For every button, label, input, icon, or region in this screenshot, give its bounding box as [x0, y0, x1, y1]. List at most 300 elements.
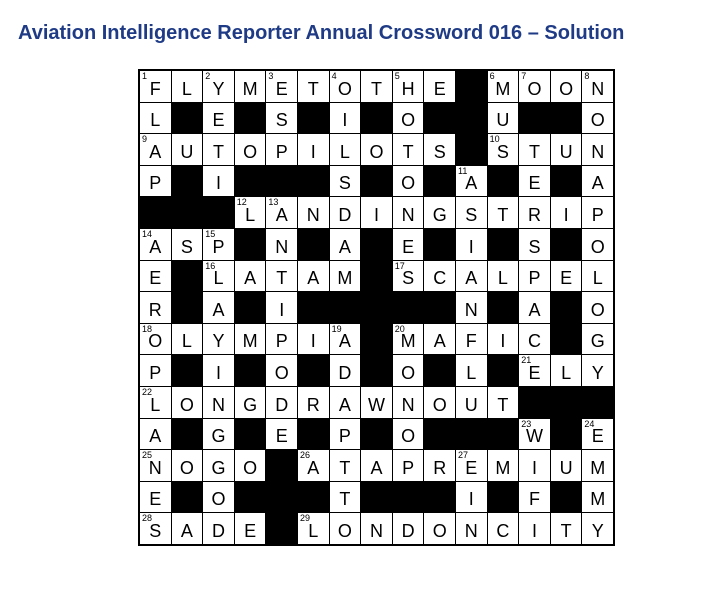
- grid-cell: [140, 324, 171, 355]
- grid-cell: [235, 450, 266, 481]
- cell-letter: P: [149, 173, 162, 194]
- cell-letter: T: [560, 521, 572, 541]
- grid-cell: [488, 450, 519, 481]
- clue-number: 20: [394, 323, 405, 334]
- cell-letter: E: [212, 110, 225, 131]
- grid-cell: [266, 197, 297, 228]
- grid-cell: [172, 134, 203, 165]
- cell-letter: I: [279, 299, 285, 320]
- cell-letter: L: [213, 268, 224, 289]
- black-square: [393, 292, 424, 323]
- cell-letter: A: [307, 268, 320, 289]
- grid-cell: [582, 482, 613, 513]
- cell-letter: P: [528, 268, 541, 289]
- cell-letter: T: [339, 457, 351, 478]
- cell-letter: O: [401, 363, 416, 383]
- grid-cell: [140, 482, 171, 513]
- black-square: [456, 134, 487, 165]
- cell-letter: D: [211, 521, 225, 541]
- cell-letter: N: [211, 394, 225, 415]
- cell-letter: I: [563, 205, 569, 225]
- grid-cell: [456, 324, 487, 355]
- grid-cell: [582, 513, 613, 544]
- cell-letter: L: [339, 141, 350, 162]
- grid-cell: [488, 324, 519, 355]
- black-square: [266, 450, 297, 481]
- grid-cell: [330, 513, 361, 544]
- grid-cell: [140, 450, 171, 481]
- grid-cell: [488, 513, 519, 544]
- cell-letter: I: [531, 457, 537, 478]
- grid-cell: [298, 71, 329, 102]
- grid-cell: [551, 513, 582, 544]
- cell-letter: A: [149, 236, 162, 257]
- cell-letter: A: [275, 205, 288, 225]
- cell-letter: O: [559, 78, 574, 99]
- grid-cell: [330, 261, 361, 292]
- grid-cell: [235, 134, 266, 165]
- cell-letter: A: [465, 268, 478, 289]
- cell-letter: E: [402, 236, 415, 257]
- cell-letter: A: [180, 521, 193, 541]
- cell-letter: O: [401, 110, 416, 131]
- cell-letter: I: [310, 331, 316, 352]
- cell-letter: P: [402, 457, 415, 478]
- cell-letter: D: [401, 521, 415, 541]
- grid-cell: [235, 324, 266, 355]
- grid-cell: [203, 166, 234, 197]
- cell-letter: H: [401, 78, 415, 99]
- cell-letter: I: [342, 110, 348, 131]
- cell-letter: S: [528, 236, 541, 257]
- cell-letter: G: [211, 457, 226, 478]
- clue-number: 27: [458, 450, 469, 461]
- black-square: [488, 166, 519, 197]
- cell-letter: E: [433, 78, 446, 99]
- black-square: [172, 197, 203, 228]
- cell-letter: I: [531, 521, 537, 541]
- grid-cell: [424, 324, 455, 355]
- cell-letter: I: [373, 205, 379, 225]
- black-square: [519, 387, 550, 418]
- clue-number: 26: [300, 450, 311, 461]
- cell-letter: U: [559, 457, 573, 478]
- black-square: [266, 166, 297, 197]
- cell-letter: Y: [212, 78, 225, 99]
- grid-cell: [330, 482, 361, 513]
- grid-cell: [266, 134, 297, 165]
- clue-number: 3: [268, 71, 274, 81]
- cell-letter: S: [465, 205, 478, 225]
- cell-letter: E: [244, 521, 257, 541]
- grid-cell: [488, 387, 519, 418]
- black-square: [235, 229, 266, 260]
- black-square: [172, 261, 203, 292]
- grid-cell: [330, 229, 361, 260]
- cell-letter: A: [338, 331, 351, 352]
- grid-cell: [519, 450, 550, 481]
- grid-cell: [488, 261, 519, 292]
- grid-cell: [361, 134, 392, 165]
- cell-letter: M: [495, 457, 511, 478]
- cell-letter: L: [466, 363, 477, 383]
- cell-letter: G: [590, 331, 605, 352]
- cell-letter: P: [275, 141, 288, 162]
- grid-cell: [203, 261, 234, 292]
- cell-letter: O: [243, 457, 258, 478]
- grid-cell: [361, 513, 392, 544]
- cell-letter: M: [590, 489, 606, 510]
- grid-cell: [424, 387, 455, 418]
- black-square: [361, 292, 392, 323]
- grid-cell: [172, 387, 203, 418]
- black-square: [235, 103, 266, 134]
- grid-cell: [519, 134, 550, 165]
- grid-cell: [582, 450, 613, 481]
- grid-cell: [330, 134, 361, 165]
- grid-cell: [330, 355, 361, 386]
- cell-letter: A: [370, 457, 383, 478]
- cell-letter: T: [402, 141, 414, 162]
- clue-number: 21: [521, 355, 532, 366]
- grid-cell: [519, 419, 550, 450]
- cell-letter: G: [243, 394, 258, 415]
- grid-cell: [393, 166, 424, 197]
- black-square: [519, 103, 550, 134]
- cell-letter: N: [306, 205, 320, 225]
- cell-letter: P: [149, 363, 162, 383]
- cell-letter: O: [590, 299, 605, 320]
- grid-cell: [266, 103, 297, 134]
- black-square: [235, 166, 266, 197]
- crossword-grid: [138, 69, 615, 546]
- grid-cell: [361, 450, 392, 481]
- cell-letter: P: [275, 331, 288, 352]
- cell-letter: L: [308, 521, 319, 541]
- cell-letter: S: [149, 521, 162, 541]
- grid-cell: [582, 134, 613, 165]
- cell-letter: Y: [212, 331, 225, 352]
- grid-cell: [235, 197, 266, 228]
- clue-number: 10: [489, 134, 500, 145]
- black-square: [551, 292, 582, 323]
- cell-letter: A: [244, 268, 257, 289]
- grid-cell: [203, 482, 234, 513]
- black-square: [361, 482, 392, 513]
- grid-cell: [582, 261, 613, 292]
- grid-cell: [424, 450, 455, 481]
- clue-number: 23: [521, 418, 532, 429]
- grid-cell: [298, 513, 329, 544]
- clue-number: 12: [236, 197, 247, 208]
- grid-cell: [203, 355, 234, 386]
- grid-cell: [361, 197, 392, 228]
- clue-number: 11: [458, 165, 468, 176]
- cell-letter: R: [527, 205, 541, 225]
- black-square: [172, 166, 203, 197]
- cell-letter: P: [591, 205, 604, 225]
- clue-number: 9: [142, 134, 148, 145]
- grid-cell: [424, 71, 455, 102]
- cell-letter: A: [591, 173, 604, 194]
- grid-cell: [393, 387, 424, 418]
- cell-letter: I: [468, 236, 474, 257]
- grid-cell: [582, 324, 613, 355]
- cell-letter: L: [245, 205, 256, 225]
- grid-cell: [235, 513, 266, 544]
- cell-letter: T: [497, 205, 509, 225]
- grid-cell: [519, 482, 550, 513]
- grid-cell: [519, 513, 550, 544]
- grid-cell: [582, 166, 613, 197]
- grid-cell: [266, 229, 297, 260]
- cell-letter: M: [242, 78, 258, 99]
- cell-letter: O: [337, 78, 352, 99]
- cell-letter: U: [180, 141, 194, 162]
- cell-letter: O: [590, 110, 605, 131]
- black-square: [424, 166, 455, 197]
- black-square: [551, 166, 582, 197]
- clue-number: 28: [142, 513, 153, 524]
- cell-letter: A: [528, 299, 541, 320]
- black-square: [424, 482, 455, 513]
- black-square: [172, 292, 203, 323]
- clue-number: 13: [268, 197, 279, 208]
- grid-cell: [140, 419, 171, 450]
- grid-cell: [266, 324, 297, 355]
- cell-letter: N: [369, 521, 383, 541]
- black-square: [361, 419, 392, 450]
- grid-cell: [456, 229, 487, 260]
- clue-number: 14: [142, 229, 153, 239]
- cell-letter: S: [433, 141, 446, 162]
- cell-letter: E: [465, 457, 478, 478]
- cell-letter: O: [432, 394, 447, 415]
- grid-cell: [456, 482, 487, 513]
- black-square: [203, 197, 234, 228]
- black-square: [298, 482, 329, 513]
- cell-letter: O: [243, 141, 258, 162]
- black-square: [266, 513, 297, 544]
- grid-cell: [519, 197, 550, 228]
- grid-cell: [140, 229, 171, 260]
- grid-cell: [582, 355, 613, 386]
- black-square: [172, 355, 203, 386]
- cell-letter: O: [401, 173, 416, 194]
- cell-letter: M: [400, 331, 416, 352]
- black-square: [488, 292, 519, 323]
- grid-cell: [140, 166, 171, 197]
- grid-cell: [330, 166, 361, 197]
- cell-letter: U: [496, 110, 510, 131]
- grid-cell: [235, 261, 266, 292]
- black-square: [298, 419, 329, 450]
- cell-letter: O: [337, 521, 352, 541]
- grid-cell: [519, 166, 550, 197]
- grid-cell: [393, 261, 424, 292]
- black-square: [488, 419, 519, 450]
- grid-cell: [203, 103, 234, 134]
- black-square: [298, 166, 329, 197]
- cell-letter: M: [590, 457, 606, 478]
- cell-letter: I: [215, 363, 221, 383]
- grid-cell: [424, 261, 455, 292]
- cell-letter: L: [150, 394, 161, 415]
- cell-letter: A: [307, 457, 320, 478]
- cell-letter: F: [149, 78, 161, 99]
- cell-letter: N: [401, 394, 415, 415]
- cell-letter: L: [497, 268, 508, 289]
- cell-letter: Y: [591, 363, 604, 383]
- grid-cell: [140, 103, 171, 134]
- grid-cell: [393, 103, 424, 134]
- grid-cell: [330, 387, 361, 418]
- black-square: [551, 103, 582, 134]
- grid-cell: [172, 324, 203, 355]
- cell-letter: A: [338, 394, 351, 415]
- cell-letter: S: [338, 173, 351, 194]
- black-square: [172, 482, 203, 513]
- black-square: [330, 292, 361, 323]
- grid-cell: [393, 355, 424, 386]
- cell-letter: A: [212, 299, 225, 320]
- grid-cell: [424, 134, 455, 165]
- cell-letter: T: [370, 78, 382, 99]
- cell-letter: F: [528, 489, 540, 510]
- cell-letter: U: [464, 394, 478, 415]
- black-square: [172, 103, 203, 134]
- cell-letter: P: [338, 426, 351, 447]
- black-square: [551, 229, 582, 260]
- cell-letter: R: [433, 457, 447, 478]
- cell-letter: E: [275, 78, 288, 99]
- grid-cell: [298, 324, 329, 355]
- grid-cell: [424, 513, 455, 544]
- black-square: [488, 229, 519, 260]
- clue-number: 6: [489, 71, 495, 81]
- grid-cell: [551, 355, 582, 386]
- grid-cell: [519, 71, 550, 102]
- grid-cell: [266, 387, 297, 418]
- cell-letter: W: [367, 394, 385, 415]
- cell-letter: C: [496, 521, 510, 541]
- grid-cell: [519, 324, 550, 355]
- grid-cell: [330, 450, 361, 481]
- cell-letter: S: [402, 268, 415, 289]
- grid-cell: [393, 229, 424, 260]
- grid-cell: [519, 229, 550, 260]
- cell-letter: O: [211, 489, 226, 510]
- clue-number: 2: [205, 71, 211, 81]
- grid-cell: [203, 229, 234, 260]
- grid-cell: [140, 261, 171, 292]
- cell-letter: A: [338, 236, 351, 257]
- cell-letter: G: [432, 205, 447, 225]
- clue-number: 29: [300, 513, 311, 524]
- cell-letter: N: [275, 236, 289, 257]
- cell-letter: P: [212, 236, 225, 257]
- grid-cell: [330, 197, 361, 228]
- black-square: [424, 229, 455, 260]
- cell-letter: T: [339, 489, 351, 510]
- grid-cell: [140, 387, 171, 418]
- black-square: [298, 355, 329, 386]
- cell-letter: L: [150, 110, 161, 131]
- clue-number: 22: [142, 387, 153, 397]
- black-square: [424, 419, 455, 450]
- cell-letter: O: [369, 141, 384, 162]
- grid-cell: [203, 513, 234, 544]
- grid-cell: [172, 229, 203, 260]
- grid-cell: [140, 71, 171, 102]
- cell-letter: E: [149, 489, 162, 510]
- black-square: [551, 419, 582, 450]
- cell-letter: Y: [591, 521, 604, 541]
- grid-cell: [330, 419, 361, 450]
- cell-letter: A: [433, 331, 446, 352]
- cell-letter: D: [338, 205, 352, 225]
- grid-cell: [140, 513, 171, 544]
- grid-cell: [172, 450, 203, 481]
- grid-cell: [361, 387, 392, 418]
- grid-cell: [582, 229, 613, 260]
- cell-letter: S: [496, 141, 509, 162]
- cell-letter: O: [401, 426, 416, 447]
- cell-letter: T: [276, 268, 288, 289]
- cell-letter: N: [591, 141, 605, 162]
- cell-letter: S: [180, 236, 193, 257]
- cell-letter: N: [401, 205, 415, 225]
- grid-cell: [298, 387, 329, 418]
- black-square: [235, 355, 266, 386]
- grid-cell: [203, 387, 234, 418]
- black-square: [298, 229, 329, 260]
- cell-letter: F: [465, 331, 477, 352]
- black-square: [488, 482, 519, 513]
- grid-cell: [582, 103, 613, 134]
- grid-cell: [488, 134, 519, 165]
- cell-letter: M: [337, 268, 353, 289]
- black-square: [361, 229, 392, 260]
- grid-cell: [235, 71, 266, 102]
- grid-cell: [266, 355, 297, 386]
- grid-cell: [582, 292, 613, 323]
- cell-letter: O: [274, 363, 289, 383]
- cell-letter: L: [561, 363, 572, 383]
- clue-number: 1: [142, 71, 148, 81]
- grid-cell: [551, 197, 582, 228]
- grid-cell: [582, 197, 613, 228]
- clue-number: 5: [394, 71, 400, 81]
- grid-cell: [393, 324, 424, 355]
- cell-letter: T: [212, 141, 224, 162]
- black-square: [361, 261, 392, 292]
- black-square: [456, 419, 487, 450]
- grid-cell: [172, 513, 203, 544]
- grid-cell: [551, 450, 582, 481]
- cell-letter: R: [148, 299, 162, 320]
- grid-cell: [393, 134, 424, 165]
- cell-letter: E: [560, 268, 573, 289]
- clue-number: 17: [394, 260, 405, 271]
- cell-letter: N: [148, 457, 162, 478]
- black-square: [393, 482, 424, 513]
- page-title: Aviation Intelligence Reporter Annual Crossword 016 – Solution: [18, 22, 625, 44]
- grid-cell: [456, 292, 487, 323]
- grid-cell: [140, 292, 171, 323]
- grid-cell: [298, 450, 329, 481]
- cell-letter: O: [179, 394, 194, 415]
